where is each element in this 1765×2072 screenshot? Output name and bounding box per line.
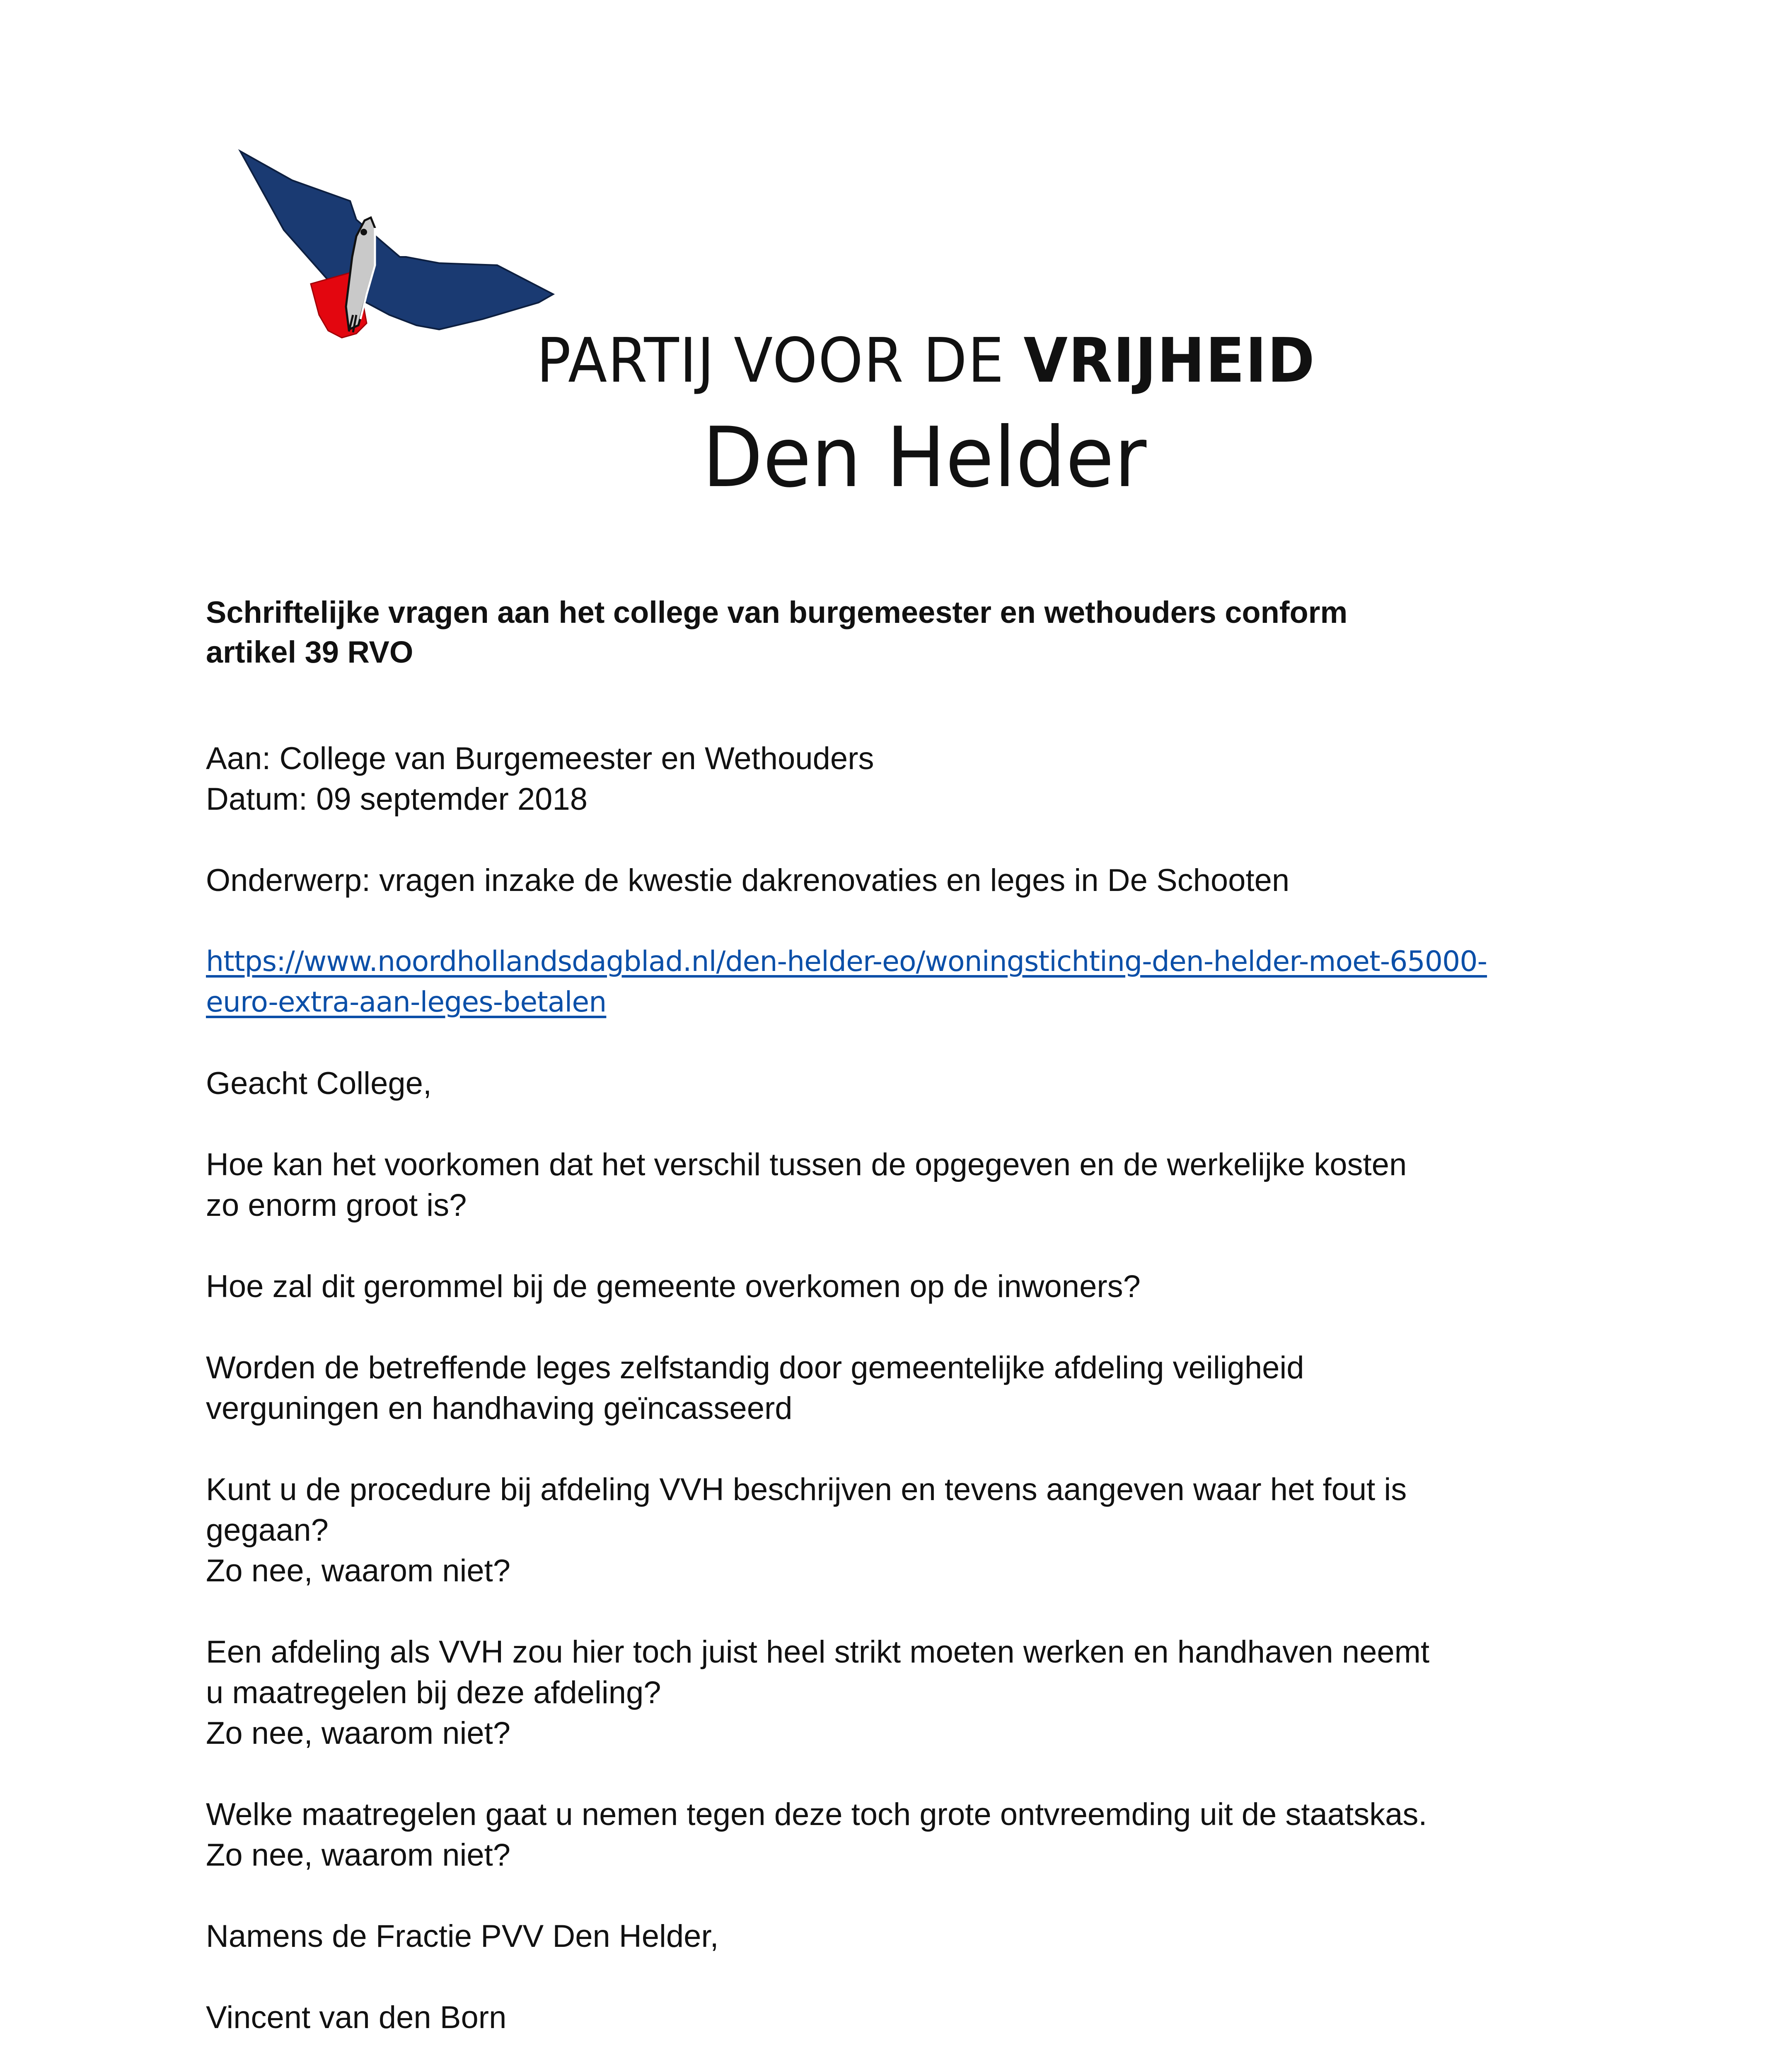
question-line: Een afdeling als VVH zou hier toch juist heel strikt moeten werken en handhaven neemt bbox=[206, 1634, 1430, 1670]
questions-list bbox=[206, 1145, 1615, 1916]
question-line: Kunt u de procedure bij afdeling VVH beschrijven en tevens aangeven waar het fout is bbox=[206, 1472, 1407, 1507]
question-line: u maatregelen bij deze afdeling? bbox=[206, 1675, 661, 1710]
party-name bbox=[537, 327, 1315, 394]
question-line: zo enorm groot is? bbox=[206, 1188, 467, 1223]
news-article-link[interactable] bbox=[206, 942, 1615, 1023]
closing: Namens de Fractie PVV Den Helder, bbox=[206, 1919, 719, 1954]
question-line: Welke maatregelen gaat u nemen tegen deze toch grote ontvreemding uit de staatskas. bbox=[206, 1797, 1427, 1832]
question-block bbox=[206, 1266, 1615, 1307]
question-line: Zo nee, waarom niet? bbox=[206, 1837, 511, 1873]
question-line: Zo nee, waarom niet? bbox=[206, 1553, 511, 1588]
link-line1[interactable]: https://www.noordhollandsdagblad.nl/den-helder-eo/woningstichting-den-helder-moet-65000- bbox=[206, 945, 1487, 978]
question-line: verguningen en handhaving geïncasseerd bbox=[206, 1391, 793, 1426]
salutation: Geacht College, bbox=[206, 1066, 432, 1101]
subject: Onderwerp: vragen inzake de kwestie dakrenovaties en leges in De Schooten bbox=[206, 863, 1290, 898]
party-name-bold: VRIJHEID bbox=[1023, 325, 1315, 396]
question-block bbox=[206, 1632, 1615, 1754]
party-name-regular: PARTIJ VOOR DE bbox=[537, 325, 1024, 396]
document-heading-line2: artikel 39 RVO bbox=[206, 635, 413, 669]
question-line: Hoe zal dit gerommel bij de gemeente overkomen op de inwoners? bbox=[206, 1269, 1141, 1304]
question-line: Worden de betreffende leges zelfstandig door gemeentelijke afdeling veiligheid bbox=[206, 1350, 1304, 1385]
signature: Vincent van den Born bbox=[206, 2000, 507, 2035]
pvv-seagull-logo-icon bbox=[232, 141, 746, 348]
question-block bbox=[206, 1469, 1615, 1591]
seagull-wing bbox=[240, 151, 553, 329]
link-line2[interactable]: euro-extra-aan-leges-betalen bbox=[206, 986, 607, 1019]
question-block bbox=[206, 1145, 1615, 1226]
question-block bbox=[206, 1348, 1615, 1429]
branch-name: Den Helder bbox=[702, 409, 1147, 506]
question-block bbox=[206, 1794, 1615, 1876]
addressee: Aan: College van Burgemeester en Wethouders bbox=[206, 741, 874, 776]
question-line: Zo nee, waarom niet? bbox=[206, 1716, 511, 1751]
question-line: Hoe kan het voorkomen dat het verschil tussen de opgegeven en de werkelijke kosten bbox=[206, 1147, 1407, 1182]
question-line: gegaan? bbox=[206, 1513, 329, 1548]
letter-body bbox=[206, 593, 1615, 2038]
document-heading-line1: Schriftelijke vragen aan het college van burgemeester en wethouders conform bbox=[206, 595, 1348, 629]
date: Datum: 09 septemder 2018 bbox=[206, 782, 588, 817]
